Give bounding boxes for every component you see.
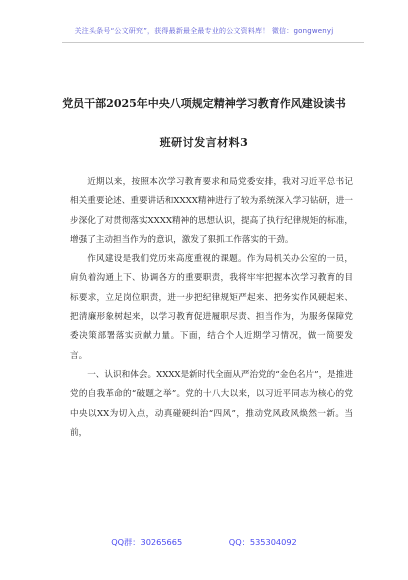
document-title-line-2: 班研讨发言材料3 <box>159 136 249 149</box>
footer-contact <box>0 537 408 548</box>
body-paragraph: 近期以来，按照本次学习教育要求和局党委安排，我对习近平总书记相关重要论述、重要讲话和XXXX精神进行了较为系统深入学习钻研，进一步深化了对贯彻落实XXXX精神的思想认识，提高了执行纪律规矩的标准，增强了主动担当作为的意识，激发了狠抓工作落实的干劲。 <box>70 177 353 245</box>
document-title-line-1: 党员干部2025年中央八项规定精神学习教育作风建设读书 <box>62 97 346 110</box>
header-divider <box>62 42 364 43</box>
header-banner: 关注头条号“公文研究”，获得最新最全最专业的公文资料库！ 微信：gongwenyj <box>74 27 334 35</box>
body-paragraph: 作风建设是我们党历来高度重视的课题。作为局机关办公室的一员，肩负着沟通上下、协调各方的重要职责，我将牢牢把握本次学习教育的目标要求，立足岗位职责，进一步把纪律规矩严起来、把务实作风硬起来、把清廉形象树起来，以学习教育促进履职尽责、担当作为，为服务保障党委决策部署落实贡献力量。下面，结合个人近期学习情况，做一简要发言。 <box>70 254 353 361</box>
body-paragraph: 一、认识和体会。XXXX是新时代全面从严治党的“金色名片”，是推进党的自我革命的“破题之举”。党的十八大以来，以习近平同志为核心的党中央以XX为切入点，动真碰硬纠治“四风”，推动党风政风焕然一新。当前， <box>70 369 353 438</box>
document-body <box>70 173 353 443</box>
footer-qq-group: QQ群：30265665 <box>111 537 183 547</box>
footer-qq-number: QQ：535304092 <box>228 537 297 547</box>
